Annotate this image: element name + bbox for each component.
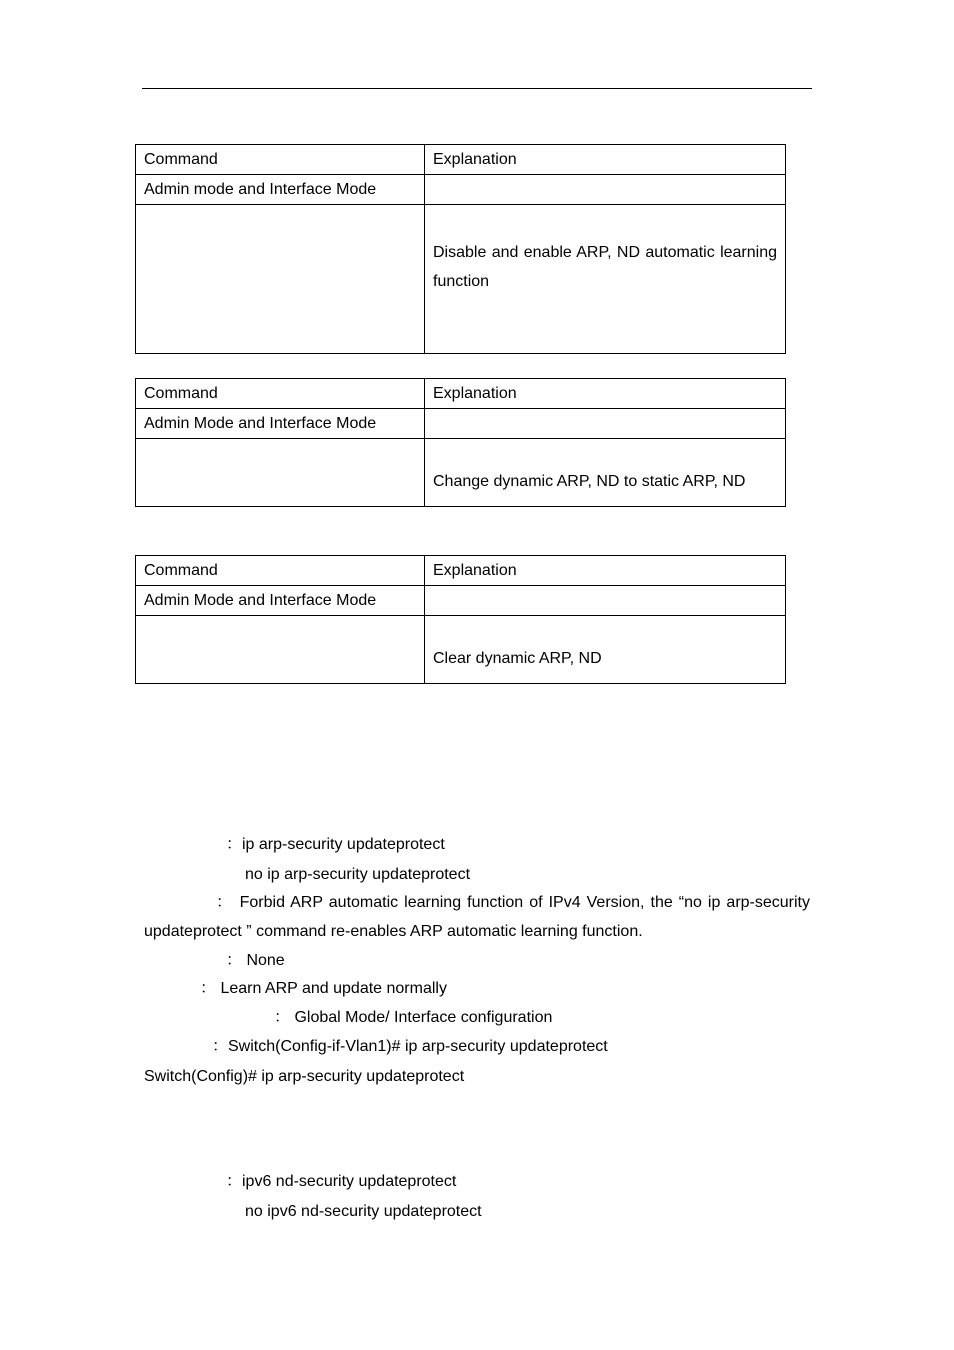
default-description: ： Learn ARP and update normally [200,980,447,997]
table-header-row [136,379,786,409]
example-line-2: Switch(Config)# ip arp-security updateprotect [144,1068,465,1085]
no-command-syntax: no ip arp-security updateprotect [245,866,471,883]
command-cell [136,439,425,507]
no-command-syntax-ipv6: no ipv6 nd-security updateprotect [245,1203,482,1220]
mode-cell: Admin Mode and Interface Mode [136,586,425,616]
header-command: Command [136,145,425,175]
command-syntax-ipv6: ：ipv6 nd-security updateprotect [226,1173,457,1190]
table-mode-row [136,586,786,616]
command-table-dynamic-to-static [135,378,786,507]
mode-explanation-cell [425,175,786,205]
command-table-arp-nd-learning [135,144,786,354]
table-header-row [136,145,786,175]
header-command: Command [136,379,425,409]
mode-explanation-cell [425,586,786,616]
mode-cell: Admin mode and Interface Mode [136,175,425,205]
command-table-clear-dynamic [135,555,786,684]
table-mode-row [136,175,786,205]
example-line-1: ：Switch(Config-if-Vlan1)# ip arp-security updateprotect [212,1038,608,1055]
header-explanation: Explanation [425,556,786,586]
table-body-row [136,439,786,507]
mode-cell: Admin Mode and Interface Mode [136,409,425,439]
command-cell [136,205,425,354]
command-cell [136,616,425,684]
explanation-cell: Change dynamic ARP, ND to static ARP, ND [425,439,786,507]
header-explanation: Explanation [425,145,786,175]
header-command: Command [136,556,425,586]
function-description: ： Forbid ARP automatic learning function of IPv4 Version, the “no ip arp-security updateprotect ” command re-enables ARP automatic learning function. [144,894,810,940]
mode-explanation-cell [425,409,786,439]
table-header-row [136,556,786,586]
parameter-description: ： None [226,952,285,969]
command-syntax: ：ip arp-security updateprotect [226,836,445,853]
explanation-cell: Clear dynamic ARP, ND [425,616,786,684]
table-mode-row [136,409,786,439]
table-body-row [136,205,786,354]
explanation-cell: Disable and enable ARP, ND automatic learning function [425,205,786,354]
header-explanation: Explanation [425,379,786,409]
header-rule [142,88,812,89]
table-body-row [136,616,786,684]
command-mode-description: ： Global Mode/ Interface configuration [274,1009,553,1026]
